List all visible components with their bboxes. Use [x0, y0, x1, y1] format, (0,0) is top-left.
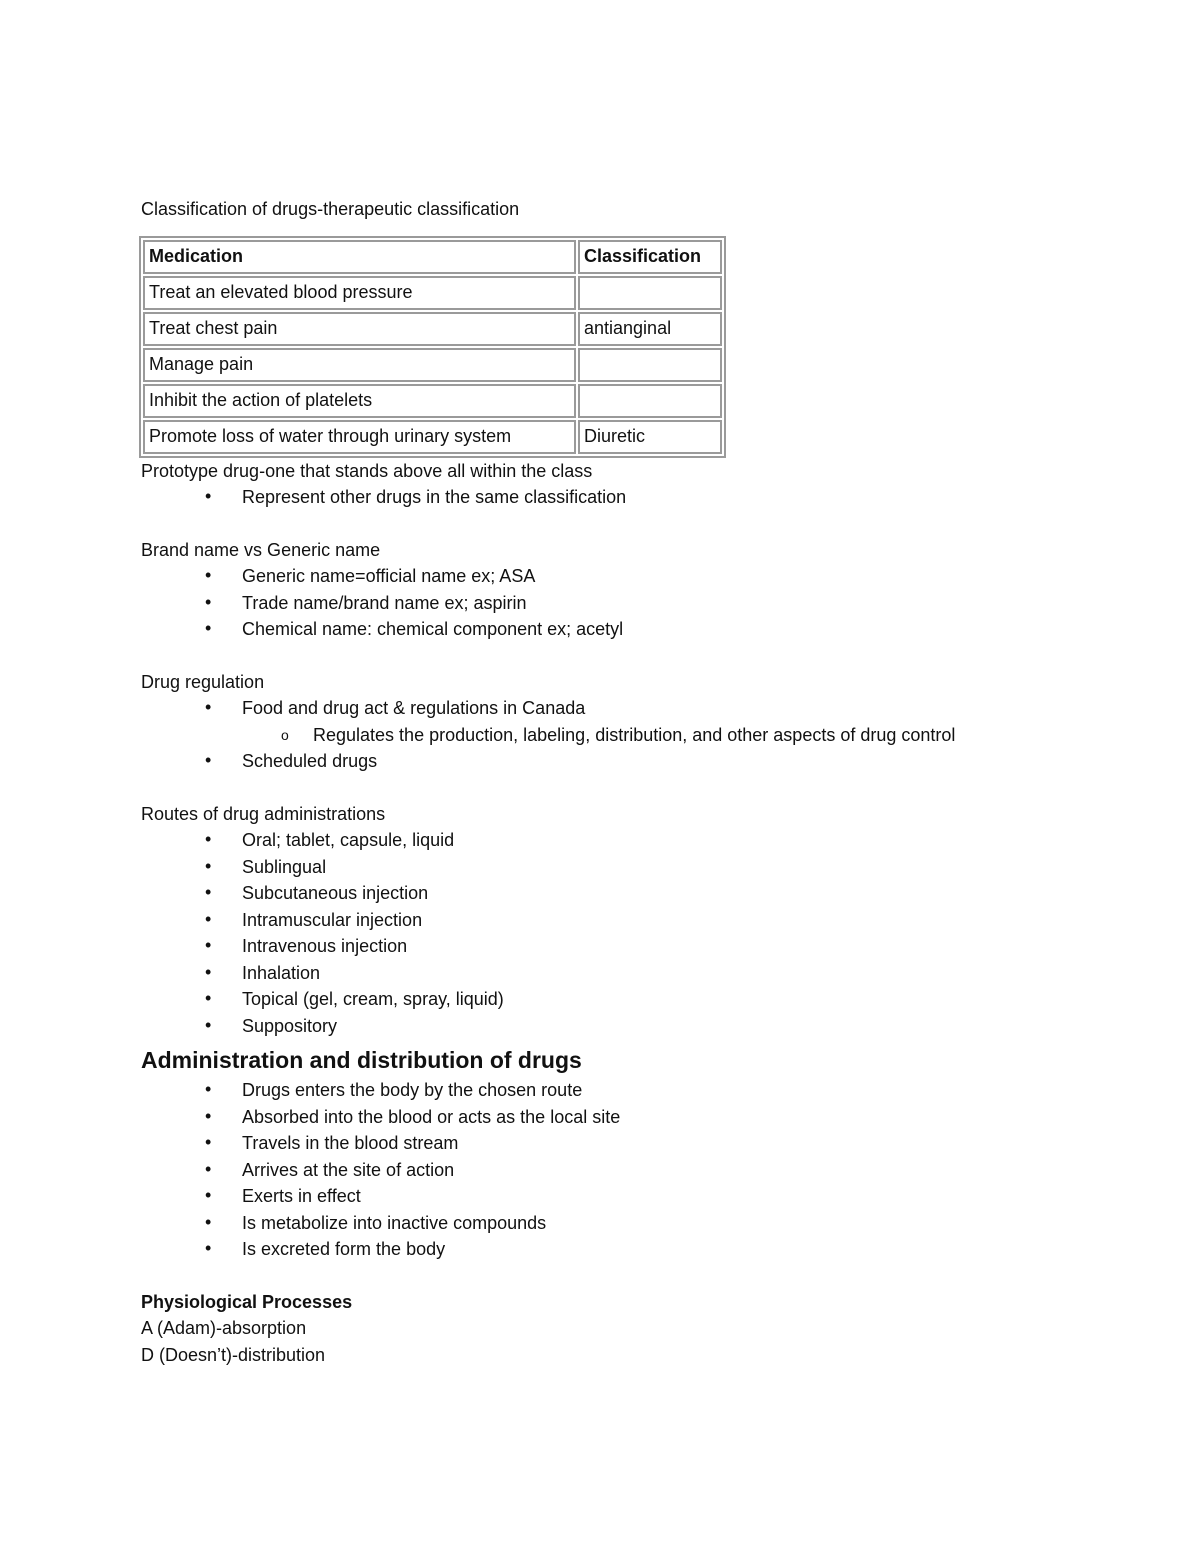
bullet-icon: • — [205, 1105, 212, 1126]
classification-cell: Diuretic — [578, 420, 722, 454]
bullet-icon: • — [205, 988, 212, 1008]
regulation-list — [141, 695, 1121, 775]
section-heading: Administration and distribution of drugs — [141, 1047, 582, 1073]
bullet-icon: • — [205, 1158, 212, 1179]
medication-cell: Promote loss of water through urinary system — [143, 420, 576, 454]
bullet-icon: • — [205, 961, 212, 982]
regulation-heading: Drug regulation — [141, 671, 265, 692]
bullet-icon: • — [205, 591, 212, 612]
bullet-icon: • — [205, 565, 212, 585]
sub-list-item: o Regulates the production, labeling, distribution, and other aspects of drug control — [141, 722, 1121, 749]
bullet-icon: • — [205, 1185, 212, 1205]
list-item: • Subcutaneous injection — [141, 880, 1121, 907]
list-item: • Chemical name: chemical component ex; acetyl — [141, 616, 1121, 643]
bullet-icon: • — [205, 829, 212, 849]
header-classification: Classification — [578, 240, 722, 274]
list-item: • Intramuscular injection — [141, 907, 1121, 934]
list-item: • Travels in the blood stream — [141, 1130, 1121, 1157]
routes-heading: Routes of drug administrations — [141, 803, 386, 824]
classification-table — [139, 236, 726, 458]
list-item: • Represent other drugs in the same classification — [141, 484, 1121, 511]
medication-cell: Treat an elevated blood pressure — [143, 276, 576, 310]
list-item: • Arrives at the site of action — [141, 1157, 1121, 1184]
list-item: • Is metabolize into inactive compounds — [141, 1210, 1121, 1237]
table-row — [143, 276, 722, 310]
bullet-icon: • — [205, 1238, 212, 1258]
list-item: • Scheduled drugs — [141, 748, 1121, 775]
list-item: • Intravenous injection — [141, 933, 1121, 960]
bullet-icon: • — [205, 697, 212, 717]
brand-list — [141, 563, 1121, 643]
routes-list — [141, 827, 1121, 1039]
bullet-icon: • — [205, 935, 212, 955]
table-row — [143, 384, 722, 418]
admin-list — [141, 1077, 1121, 1263]
prototype-text: Prototype drug-one that stands above all within the class — [141, 460, 593, 481]
bullet-icon: • — [205, 750, 212, 770]
prototype-list — [141, 484, 1121, 511]
list-item: • Food and drug act & regulations in Canada — [141, 695, 1121, 722]
list-item: • Suppository — [141, 1013, 1121, 1040]
bullet-icon: • — [205, 855, 212, 876]
classification-cell — [578, 384, 722, 418]
medication-cell: Treat chest pain — [143, 312, 576, 346]
physio-line: A (Adam)-absorption — [141, 1318, 307, 1338]
bullet-icon: • — [205, 1014, 212, 1035]
header-medication: Medication — [143, 240, 576, 274]
list-item: • Absorbed into the blood or acts as the local site — [141, 1104, 1121, 1131]
document-page — [141, 196, 1121, 1368]
list-item: • Trade name/brand name ex; aspirin — [141, 590, 1121, 617]
list-item: • Generic name=official name ex; ASA — [141, 563, 1121, 590]
bullet-icon: • — [205, 882, 212, 902]
physio-heading: Physiological Processes — [141, 1291, 353, 1312]
page-title: Classification of drugs-therapeutic classification — [141, 199, 520, 219]
bullet-icon: • — [205, 618, 212, 638]
table-row — [143, 312, 722, 346]
table-header-row — [143, 240, 722, 274]
list-item: • Topical (gel, cream, spray, liquid) — [141, 986, 1121, 1013]
list-item: • Inhalation — [141, 960, 1121, 987]
list-item: • Drugs enters the body by the chosen route — [141, 1077, 1121, 1104]
list-item: • Exerts in effect — [141, 1183, 1121, 1210]
classification-cell — [578, 348, 722, 382]
circle-bullet-icon: o — [281, 726, 289, 743]
table-row — [143, 420, 722, 454]
bullet-icon: • — [205, 1079, 212, 1099]
classification-cell — [578, 276, 722, 310]
list-item: • Sublingual — [141, 854, 1121, 881]
bullet-icon: • — [205, 486, 212, 506]
bullet-icon: • — [205, 908, 212, 929]
list-item: • Is excreted form the body — [141, 1236, 1121, 1263]
medication-cell: Manage pain — [143, 348, 576, 382]
bullet-icon: • — [205, 1211, 212, 1232]
table-row — [143, 348, 722, 382]
list-item: • Oral; tablet, capsule, liquid — [141, 827, 1121, 854]
medication-cell: Inhibit the action of platelets — [143, 384, 576, 418]
physio-line: D (Doesn’t)-distribution — [141, 1344, 326, 1365]
brand-heading: Brand name vs Generic name — [141, 539, 381, 560]
classification-cell: antianginal — [578, 312, 722, 346]
bullet-icon: • — [205, 1132, 212, 1152]
